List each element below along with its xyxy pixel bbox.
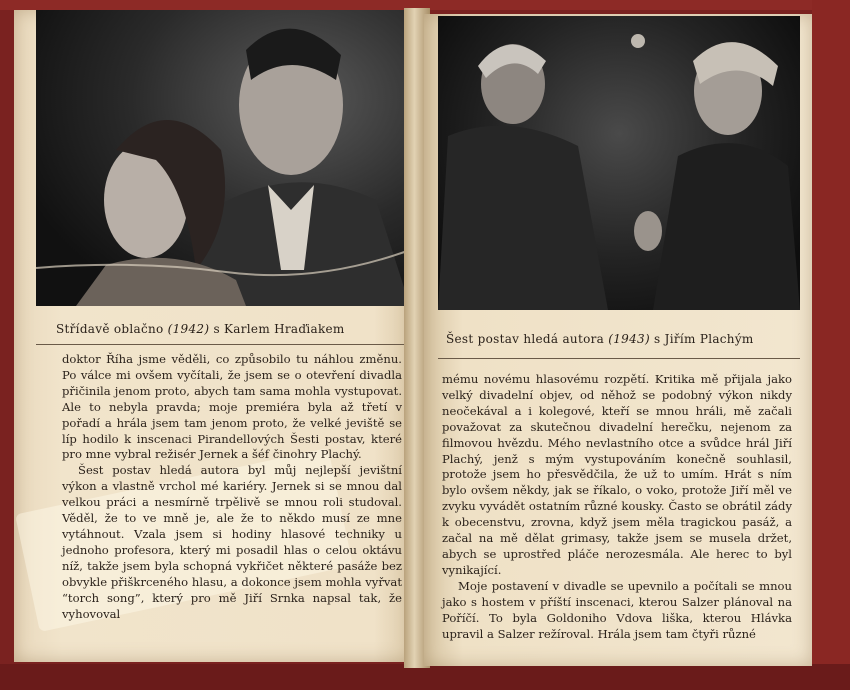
paragraph: Moje postavení v divadle se upevnilo a počítali se mnou jako s hostem v příští inscenaci, kterou Salzer plánoval na Poříčí. To byla Goldoniho Vdova liška, kterou Hlávka upravil a Salzer režíroval. Hrála jsem tam čtyři různé [442,578,792,641]
caption-left-text-2: s Karlem Hraďiakem [209,322,345,336]
paragraph: mému novému hlasovému rozpětí. Kritika mě přijala jako velký divadelní objev, od něhož se podobný výkon nikdy neočekával a i kolegové, kteří se mnou hráli, mě začali považovat za skutečnou divadelní herečku, nejenom za filmovou hvězdu. Mého nevlastního otce a svůdce hrál Jiří Plachý, jenž s mým vystupováním konečně souhlasil, protože jsem ho přesvědčila, že už to umím. Hrát s ním bylo ovšem někdy, jak se říkalo, o voko, protože Jiří měl ve zvyku vyvádět ostatním různé kousky. Často se obrátil zády k obecenstvu, zrovna, když jsem měla tragickou pasáž, a začal na mě dělat grimasy, takže jsem se musela držet, abych se uprostřed pláče nerozesmála. Ale herec to byl vynikající. [442,372,792,577]
flower-ornament [631,34,645,48]
photo-caption-right [446,332,754,346]
body-text-right [442,372,792,642]
paragraph: Šest postav hledá autora byl můj nejlepší jevištní výkon a vlastně vrchol mé kariéry. Jernek si se mnou dal velkou práci a nesmírně trpělivě se mnou roli studoval. Věděl, že to ve mně je, ale že to někdo musí ze mne vytáhnout. Vzala jsem si hodiny hlasové techniky u jednoho profesora, který mi posadil hlas o celou oktávu níž, takže jsem byla schopná vykřičet některé pasáže bez obvykle přiškrceného hlasu, a dokonce jsem mohla vyřvat “torch song”, který pro mě Jiří Srnka napsal tak, že vyhovoval [62,463,402,621]
caption-left-year: (1942) [167,322,210,336]
photo-right-figures [438,16,800,310]
caption-right-year: (1943) [608,332,650,346]
film-still-photo-right [438,16,800,310]
caption-rule-left [36,344,406,345]
left-page [14,10,414,662]
woman-hand [634,211,662,251]
caption-rule-right [438,358,800,359]
film-still-photo-left [36,10,410,306]
photo-caption-left [56,322,345,336]
paragraph: doktor Říha jsme věděli, co způsobilo tu náhlou změnu. Po válce mi ovšem vyčítali, že jsem se o otevření divadla přičinila jenom proto, abych tam sama mohla vystupovat. Ale to nebyla pravda; moje premiéra byla až třetí v pořadí a hrála jsem tam jenom proto, že velké jeviště se líp hodilo k inscenaci Pirandellových Šesti postav, které pro mne vybral režisér Jernek a šéf činohry Plachý. [62,352,402,462]
right-page [424,14,812,666]
caption-right-text-1: Šest postav hledá autora [446,332,609,346]
old-man-coat [438,126,608,310]
caption-right-text-2: s Jiřím Plachým [649,332,754,346]
caption-left-text-1: Střídavě oblačno [56,322,168,336]
cover-edge-right [812,0,850,690]
photo-left-figures [36,10,410,306]
woman-dress-right [653,143,800,310]
body-text-left [62,352,402,622]
